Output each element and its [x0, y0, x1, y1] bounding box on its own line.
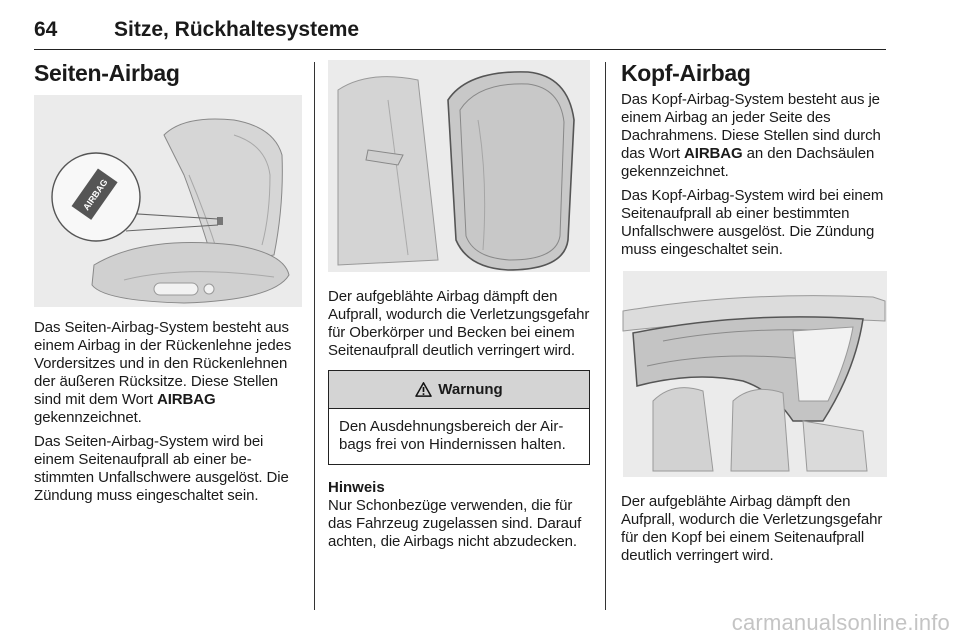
column-divider [605, 62, 606, 610]
warning-header [329, 371, 589, 409]
inflated-side-airbag-illustration [328, 60, 590, 272]
head-airbag-protection: Der aufgeblähte Airbag dämpft den Aufprall, wodurch die Verletzungsgefahr für den Kopf bei einem Seitenaufprall deutlich verringert wird. [621, 493, 883, 564]
column-divider [314, 62, 315, 610]
page-number: 64 [34, 18, 58, 41]
warning-text: Den Ausdehnungsbereich der Airbags frei von Hindernissen halten. [339, 418, 566, 453]
note-title: Hinweis [328, 479, 385, 496]
seat-airbag-illustration [34, 95, 302, 307]
head-airbag-description: Das Kopf-Airbag-System besteht aus je einem Airbag an jeder Seite des Dachrahmens. Diese Stellen sind durch das Wort AIRBAG an den Dachsäulen gekennzeichnet. [621, 91, 881, 180]
side-airbag-activation: Das Seiten-Airbag-System wird bei einem Seitenaufprall ab einer bestimmten Unfallschwere ausgelöst. Die Zündung muss eingeschaltet sein. [34, 433, 289, 504]
airbag-keyword: AIRBAG [684, 145, 743, 162]
right-column [621, 60, 889, 571]
warning-box [328, 370, 590, 465]
side-airbag-description: Das Seiten-Airbag-System besteht aus einem Airbag in der Rückenlehne jedes Vordersitzes und in den Rückenlehnen der äußeren Rücksitze. Diese Stellen sind mit dem Wort AIRBAG gekennzeichnet. [34, 319, 292, 426]
head-airbag-activation: Das Kopf-Airbag-System wird bei einem Seitenaufprall ab einer bestimmten Unfallschwere ausgelöst. Die Zündung muss eingeschaltet sein. [621, 187, 884, 258]
middle-column [328, 60, 590, 557]
side-airbag-protection: Der aufgeblähte Airbag dämpft den Aufprall, wodurch die Verletzungsgefahr für Oberkörper und Becken bei einem Seitenaufprall deutlich verringert wird. [328, 288, 590, 359]
section-heading-head-airbag: Kopf-Airbag [621, 60, 751, 86]
warning-triangle-icon [415, 382, 432, 397]
left-column [34, 60, 302, 511]
curtain-airbag-illustration [621, 271, 889, 477]
airbag-tag-label: AIRBAG [81, 177, 110, 213]
page-header [34, 0, 886, 50]
airbag-keyword: AIRBAG [156, 391, 216, 408]
running-title: Sitze, Rückhaltesysteme [114, 18, 360, 41]
section-heading-side-airbag: Seiten-Airbag [34, 60, 180, 86]
warning-title: Warnung [438, 381, 503, 398]
watermark: carmanualsonline.info [731, 610, 950, 635]
note-text: Nur Schonbezüge verwenden, die für das Fahrzeug zugelassen sind. Darauf achten, die Airbags nicht abzudecken. [328, 497, 582, 550]
